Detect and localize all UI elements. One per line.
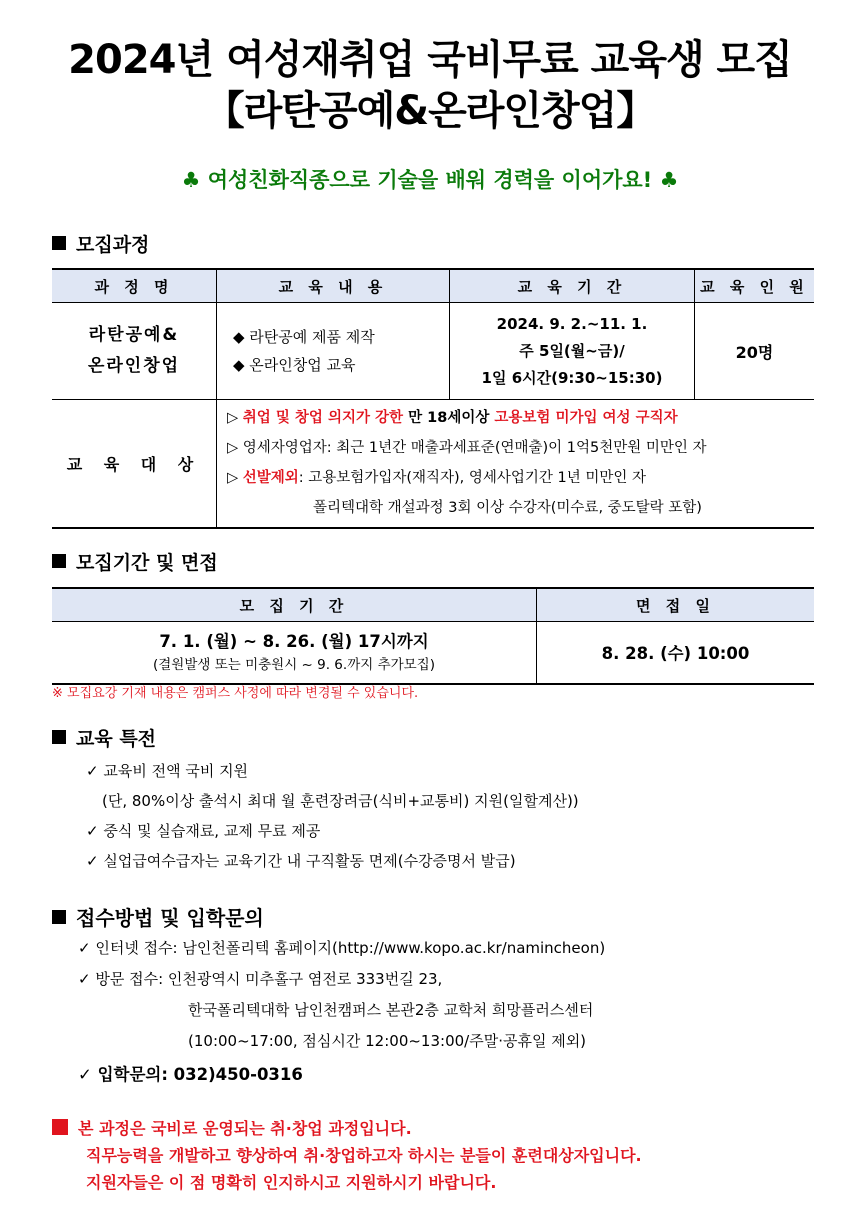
course-count-cell: 20명 bbox=[735, 342, 774, 362]
course-content-1: ◆ 라탄공예 제품 제작 bbox=[233, 328, 375, 346]
apply-item-visit-line2: 한국폴리텍대학 남인천캠퍼스 본관2층 교학처 희망플러스센터 bbox=[188, 1001, 594, 1019]
apply-item-internet: ✓ 인터넷 접수: 남인천폴리텍 홈페이지(http://www.kopo.ac.kr/namincheon) bbox=[78, 939, 606, 957]
target-item-2 bbox=[227, 433, 814, 463]
page-subtitle: 【라탄공예&온라인창업】 bbox=[204, 88, 656, 134]
closing-line-3: 지원자들은 이 점 명확히 인지하시고 지원하시기 바랍니다. bbox=[86, 1173, 497, 1192]
recruit-period-cell bbox=[52, 622, 537, 684]
closing-line-1 bbox=[52, 1115, 642, 1142]
square-bullet-icon bbox=[52, 236, 66, 250]
square-bullet-icon bbox=[52, 554, 66, 568]
section-course-heading bbox=[52, 230, 149, 257]
section-period-label: 모집기간 및 면접 bbox=[76, 552, 218, 574]
course-table bbox=[52, 268, 814, 529]
closing-line-1-text: 본 과정은 국비로 운영되는 취·창업 과정입니다. bbox=[78, 1119, 412, 1138]
apply-item-contact: ✓ 입학문의: 032)450-0316 bbox=[78, 1065, 303, 1084]
target-item-3 bbox=[227, 463, 814, 493]
benefit-item-1: ✓ 교육비 전액 국비 지원 bbox=[86, 762, 249, 780]
target-item-4: 폴리텍대학 개설과정 3회 이상 수강자(미수료, 중도탈락 포함) bbox=[313, 500, 702, 517]
apply-item-visit: ✓ 방문 접수: 인천광역시 미추홀구 염전로 333번길 23, bbox=[78, 970, 443, 988]
course-name-line1: 라탄공예& bbox=[88, 325, 180, 345]
target-label: 교 육 대 상 bbox=[52, 400, 217, 528]
section-period-heading bbox=[52, 548, 218, 575]
period-table-header bbox=[52, 588, 814, 622]
header-course-count: 교 육 인 원 bbox=[695, 269, 815, 303]
target3-red: 선발제외 bbox=[242, 470, 299, 487]
section-benefits-label: 교육 특전 bbox=[76, 728, 157, 750]
triangle-bullet-icon: ▷ bbox=[227, 410, 239, 427]
closing-notice bbox=[52, 1115, 642, 1196]
course-period-cell bbox=[450, 303, 695, 400]
course-content-cell bbox=[217, 303, 450, 400]
header-course-content: 교 육 내 용 bbox=[217, 269, 450, 303]
slogan: ♣ 여성친화직종으로 기술을 배워 경력을 이어가요! ♣ bbox=[181, 168, 679, 192]
course-period-1: 2024. 9. 2.~11. 1. bbox=[496, 314, 648, 333]
interview-date: 8. 28. (수) 10:00 bbox=[601, 644, 750, 664]
course-row bbox=[52, 303, 814, 400]
benefit-item-1-sub: (단, 80%이상 출석시 최대 월 훈련장려금(식비+교통비) 지원(일할계산)) bbox=[102, 792, 579, 810]
target-cell bbox=[217, 400, 815, 528]
period-table bbox=[52, 587, 814, 685]
header-recruit-period: 모 집 기 간 bbox=[52, 588, 537, 622]
triangle-bullet-icon: ▷ bbox=[227, 470, 239, 487]
benefit-item-2: ✓ 중식 및 실습재료, 교제 무료 제공 bbox=[86, 822, 321, 840]
target3-rest: : 고용보험가입자(재직자), 영세사업기간 1년 미만인 자 bbox=[298, 470, 647, 487]
section-benefits-heading bbox=[52, 724, 156, 751]
closing-line-2: 직무능력을 개발하고 향상하여 취·창업하고자 하시는 분들이 훈련대상자입니다. bbox=[86, 1146, 642, 1165]
course-period-3: 1일 6시간(9:30~15:30) bbox=[481, 368, 663, 387]
course-period-2: 주 5일(월~금)/ bbox=[519, 341, 625, 360]
course-content-2: ◆ 온라인창업 교육 bbox=[233, 356, 356, 374]
section-apply-label: 접수방법 및 입학문의 bbox=[76, 906, 264, 930]
benefit-item-3: ✓ 실업급여수급자는 교육기간 내 구직활동 면제(수강증명서 발급) bbox=[86, 852, 516, 870]
recruit-period-main: 7. 1. (월) ~ 8. 26. (월) 17시까지 bbox=[159, 632, 429, 652]
notice-text: ※ 모집요강 기재 내용은 캠퍼스 사정에 따라 변경될 수 있습니다. bbox=[52, 686, 419, 701]
target-row bbox=[52, 400, 814, 528]
benefits-list bbox=[86, 756, 579, 876]
page-title: 2024년 여성재취업 국비무료 교육생 모집 bbox=[68, 37, 792, 83]
period-row bbox=[52, 622, 814, 684]
section-apply-heading bbox=[52, 902, 264, 931]
course-name-cell bbox=[52, 303, 217, 400]
square-bullet-icon bbox=[52, 910, 66, 924]
square-bullet-icon bbox=[52, 730, 66, 744]
course-table-header bbox=[52, 269, 814, 303]
section-course-label: 모집과정 bbox=[76, 234, 150, 256]
apply-list bbox=[78, 933, 605, 1090]
target2-text: 영세자영업자: 최근 1년간 매출과세표준(연매출)이 1억5천만원 미만인 자 bbox=[242, 440, 707, 457]
target1-mid: 만 18세이상 bbox=[403, 410, 495, 427]
header-course-period: 교 육 기 간 bbox=[450, 269, 695, 303]
square-bullet-icon bbox=[52, 1119, 68, 1135]
target-item-1 bbox=[227, 403, 814, 433]
recruit-period-sub: (결원발생 또는 미충원시 ~ 9. 6.까지 추가모집) bbox=[152, 657, 435, 674]
target1-red: 취업 및 창업 의지가 강한 bbox=[242, 410, 404, 427]
header-interview: 면 접 일 bbox=[537, 588, 815, 622]
header-course-name: 과 정 명 bbox=[52, 269, 217, 303]
target1-red2: 고용보험 미가입 여성 구직자 bbox=[494, 410, 678, 427]
apply-item-visit-line3: (10:00~17:00, 점심시간 12:00~13:00/주말·공휴일 제외) bbox=[188, 1032, 587, 1050]
course-name-line2: 온라인창업 bbox=[87, 356, 181, 376]
triangle-bullet-icon: ▷ bbox=[227, 440, 239, 457]
